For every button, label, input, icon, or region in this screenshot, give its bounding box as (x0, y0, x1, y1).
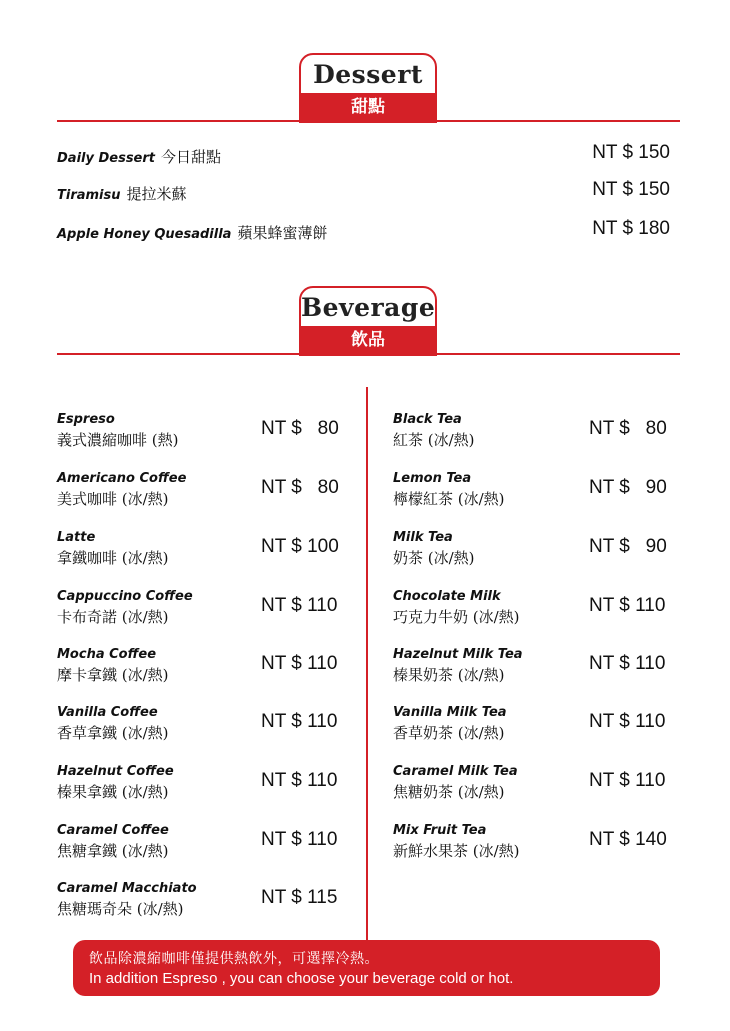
beverage-item-price: NT $ 110 (589, 711, 666, 732)
beverage-item-name-en: Chocolate Milk (393, 589, 501, 604)
beverage-item-price: NT $ 110 (261, 770, 338, 791)
beverage-item-name-en: Vanilla Milk Tea (393, 705, 507, 720)
dessert-item-name-zh: 蘋果蜂蜜薄餅 (237, 224, 328, 242)
beverage-item-name-zh: 拿鐵咖啡 (冰/熱) (57, 549, 169, 567)
beverage-item-name-zh: 香草奶茶 (冰/熱) (393, 724, 505, 742)
dessert-item-price: NT $ 150 (592, 179, 670, 200)
beverage-item-price: NT $ 80 (589, 418, 667, 439)
beverage-item (393, 764, 693, 814)
beverage-item-name-en: Espreso (57, 412, 115, 427)
beverage-item-price: NT $ 110 (261, 595, 338, 616)
beverage-item (57, 647, 357, 697)
beverage-divider (57, 353, 680, 355)
beverage-item-name-zh: 義式濃縮咖啡 (熱) (57, 431, 179, 449)
beverage-item (57, 412, 357, 462)
dessert-item-price: NT $ 180 (592, 218, 670, 239)
beverage-item-name-en: Latte (57, 530, 96, 545)
beverage-item (57, 589, 357, 639)
dessert-item-name-en: Apple Honey Quesadilla (57, 227, 232, 242)
dessert-title-zh: 甜點 (301, 93, 435, 121)
dessert-item-name-en: Daily Dessert (57, 151, 156, 166)
beverage-item-name-en: Caramel Macchiato (57, 881, 197, 896)
beverage-item (57, 471, 357, 521)
beverage-item-name-zh: 榛果奶茶 (冰/熱) (393, 666, 505, 684)
beverage-item-price: NT $ 90 (589, 477, 667, 498)
beverage-item-name-en: Black Tea (393, 412, 462, 427)
beverage-item-name-en: Americano Coffee (57, 471, 187, 486)
beverage-item (57, 530, 357, 580)
beverage-title-en: Beverage (301, 293, 436, 322)
dessert-item-name-en: Tiramisu (57, 188, 121, 203)
beverage-item-name-en: Lemon Tea (393, 471, 472, 486)
beverage-item (393, 647, 693, 697)
beverage-item-name-en: Milk Tea (393, 530, 453, 545)
dessert-section-tab (299, 53, 437, 123)
beverage-item (393, 530, 693, 580)
notice-banner (73, 940, 660, 996)
beverage-item-name-en: Caramel Milk Tea (393, 764, 518, 779)
dessert-item (57, 218, 674, 246)
beverage-item-name-zh: 焦糖拿鐵 (冰/熱) (57, 842, 169, 860)
beverage-item-price: NT $ 115 (261, 887, 338, 908)
beverage-item-name-zh: 奶茶 (冰/熱) (393, 549, 475, 567)
beverage-item-name-zh: 焦糖瑪奇朵 (冰/熱) (57, 900, 184, 918)
beverage-item-price: NT $ 110 (589, 595, 666, 616)
beverage-item (57, 823, 357, 873)
beverage-item-price: NT $ 110 (261, 653, 338, 674)
beverage-item-name-zh: 檸檬紅茶 (冰/熱) (393, 490, 505, 508)
beverage-item-name-en: Cappuccino Coffee (57, 589, 193, 604)
beverage-item-price: NT $ 110 (261, 711, 338, 732)
beverage-item (393, 412, 693, 462)
beverage-item (393, 823, 693, 873)
beverage-item-name-en: Vanilla Coffee (57, 705, 158, 720)
dessert-item (57, 179, 674, 207)
beverage-item-price: NT $ 100 (261, 536, 339, 557)
beverage-item-price: NT $ 140 (589, 829, 667, 850)
beverage-item-name-zh: 香草拿鐵 (冰/熱) (57, 724, 169, 742)
beverage-item-name-zh: 巧克力牛奶 (冰/熱) (393, 608, 520, 626)
beverage-item-price: NT $ 110 (589, 653, 666, 674)
beverage-item (393, 589, 693, 639)
dessert-item-name-zh: 今日甜點 (161, 148, 222, 166)
beverage-item-name-zh: 卡布奇諾 (冰/熱) (57, 608, 169, 626)
notice-text-zh: 飲品除濃縮咖啡僅提供熱飲外，可選擇冷熱。 (89, 950, 379, 966)
beverage-item-name-en: Mocha Coffee (57, 647, 157, 662)
beverage-title-zh: 飲品 (301, 326, 435, 354)
beverage-item (393, 705, 693, 755)
beverage-item-name-en: Mix Fruit Tea (393, 823, 487, 838)
dessert-item-price: NT $ 150 (592, 142, 670, 163)
beverage-item-price: NT $ 110 (589, 770, 666, 791)
beverage-item-name-en: Caramel Coffee (57, 823, 169, 838)
beverage-item (57, 705, 357, 755)
beverage-item (393, 471, 693, 521)
beverage-item-name-zh: 榛果拿鐵 (冰/熱) (57, 783, 169, 801)
beverage-item-price: NT $ 90 (589, 536, 667, 557)
beverage-item-name-zh: 紅茶 (冰/熱) (393, 431, 475, 449)
beverage-item (57, 764, 357, 814)
beverage-item-name-zh: 焦糖奶茶 (冰/熱) (393, 783, 505, 801)
dessert-item (57, 142, 674, 170)
beverage-item-name-en: Hazelnut Milk Tea (393, 647, 523, 662)
dessert-divider (57, 120, 680, 122)
notice-text-en: In addition Espreso , you can choose your beverage cold or hot. (89, 970, 514, 987)
beverage-item-name-zh: 新鮮水果茶 (冰/熱) (393, 842, 520, 860)
dessert-title-en: Dessert (313, 60, 423, 89)
beverage-item-name-en: Hazelnut Coffee (57, 764, 174, 779)
beverage-item-price: NT $ 80 (261, 418, 339, 439)
beverage-item-price: NT $ 110 (261, 829, 338, 850)
beverage-section-tab (299, 286, 437, 356)
column-divider (366, 387, 368, 942)
beverage-item-name-zh: 摩卡拿鐵 (冰/熱) (57, 666, 169, 684)
beverage-item-name-zh: 美式咖啡 (冰/熱) (57, 490, 169, 508)
dessert-item-name-zh: 提拉米蘇 (126, 185, 187, 203)
beverage-item-price: NT $ 80 (261, 477, 339, 498)
beverage-item (57, 881, 357, 931)
